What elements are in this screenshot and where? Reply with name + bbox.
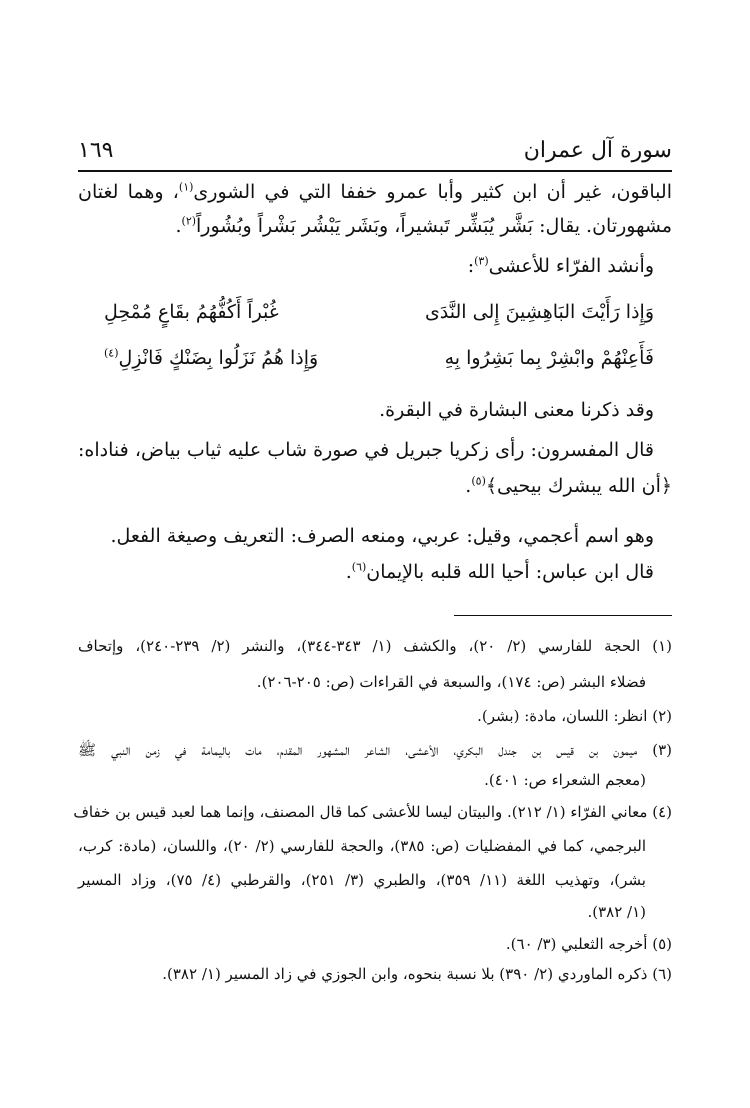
footnote-1-line-2: فضلاء البشر (ص: ١٧٤)، والسبعة في القراءات (ص: ٢٠٥-٢٠٦). (256, 673, 646, 691)
body-line-6: ﴿أن الله يبشرك بيحيى﴾$^{(٥)}$. (465, 474, 672, 497)
body-line-5: قال المفسرون: رأى زكريا جبريل في صورة شاب عليه ثياب بياض، فناداه: (78, 439, 654, 461)
page-number: ١٦٩ (78, 138, 114, 163)
footnote-ref-3: (٣) (474, 254, 489, 268)
verse-2-second-hemistich: وَإِذا هُمُ نَزَلُوا بِضَنْكٍ فَانْزِلِ$^{(٤)}$ (104, 346, 319, 369)
verse-1-first-hemistich: وَإِذا رَأَيْتَ البَاهِشِينَ إِلى النَّدَى (424, 301, 654, 323)
footnote-4-line-4: (١/ ٣٨٢). (587, 903, 646, 921)
footnote-ref-5: (٥) (471, 474, 486, 488)
header-rule (78, 170, 672, 172)
surah-title: سورة آل عمران (523, 138, 672, 163)
footnote-1-line-1: (١) الحجة للفارسي (٢/ ٢٠)، والكشف (١/ ٣٤٣-٣٤٤)، والنشر (٢/ ٢٣٩-٢٤٠)، وإتحاف (78, 637, 672, 655)
body-line-4: وقد ذكرنا معنى البشارة في البقرة. (379, 399, 654, 421)
footnote-4-line-2: البرجمي، كما في المفضليات (ص: ٣٨٥)، والحجة للفارسي (٢/ ٢٠)، واللسان، (مادة: كرب، (78, 837, 647, 855)
footnote-4-line-3: بشر)، وتهذيب اللغة (١١/ ٣٥٩)، والطبري (٣/ ٢٥١)، والقرطبي (٤/ ٧٥)، وزاد المسير (78, 871, 646, 889)
footnote-separator (454, 615, 672, 616)
footnote-6: (٦) ذكره الماوردي (٢/ ٣٩٠) بلا نسبة بنحوه، وابن الجوزي في زاد المسير (١/ ٣٨٢). (162, 965, 672, 983)
body-line-7: وهو اسم أعجمي، وقيل: عربي، ومنعه الصرف: التعريف وصيغة الفعل. (110, 525, 654, 547)
body-line-3: وأنشد الفرّاء للأعشى$^{(٣)}$: (467, 254, 654, 277)
footnote-ref-4: (٤) (104, 346, 119, 360)
footnote-2: (٢) انظر: اللسان، مادة: (بشر). (477, 707, 672, 725)
footnote-ref-1: (١) (178, 180, 194, 194)
footnote-3-line-1: (٣) ميمون بن قيس بن جندل البكري، الأعشى، الشاعر المشهور المقدم، مات باليمامة في زمن النبي ﷺ (78, 741, 672, 759)
verse-2-first-hemistich: فَأَعِنْهُمْ وابْشِرْ بِما بَشِرُوا بِهِ (444, 347, 654, 369)
footnote-3-line-2: (معجم الشعراء ص: ٤٠١). (484, 771, 646, 789)
verse-1-second-hemistich: غُبْراً أَكُفُّهُمُ بقَاعٍ مُمْحِلِ (104, 301, 279, 323)
running-header (78, 132, 672, 172)
footnote-5: (٥) أخرجه الثعلبي (٣/ ٦٠). (505, 935, 672, 953)
footnote-ref-6: (٦) (351, 560, 367, 574)
body-line-2: مشهورتان. يقال: بَشَّر يُبَشِّر تَبشيراً، وبَشَر يَبْشُر بَشْراً وبُشُوراً$^{(٢)}$. (175, 214, 672, 237)
body-line-8: قال ابن عباس: أحيا الله قلبه بالإيمان$^{(٦)}$. (345, 560, 654, 583)
quran-quote: ﴿أن الله يبشرك بيحيى﴾ (485, 475, 672, 497)
footnote-ref-2: (٢) (181, 214, 197, 228)
footnote-4-line-1: (٤) معاني الفرّاء (١/ ٢١٢). والبيتان ليسا للأعشى كما قال المصنف، وإنما هما لعبد قيس بن خفاف (73, 803, 672, 821)
body-line-1: الباقون، غير أن ابن كثير وأبا عمرو خففا التي في الشورى$^{(١)}$، وهما لغتان (78, 180, 672, 203)
